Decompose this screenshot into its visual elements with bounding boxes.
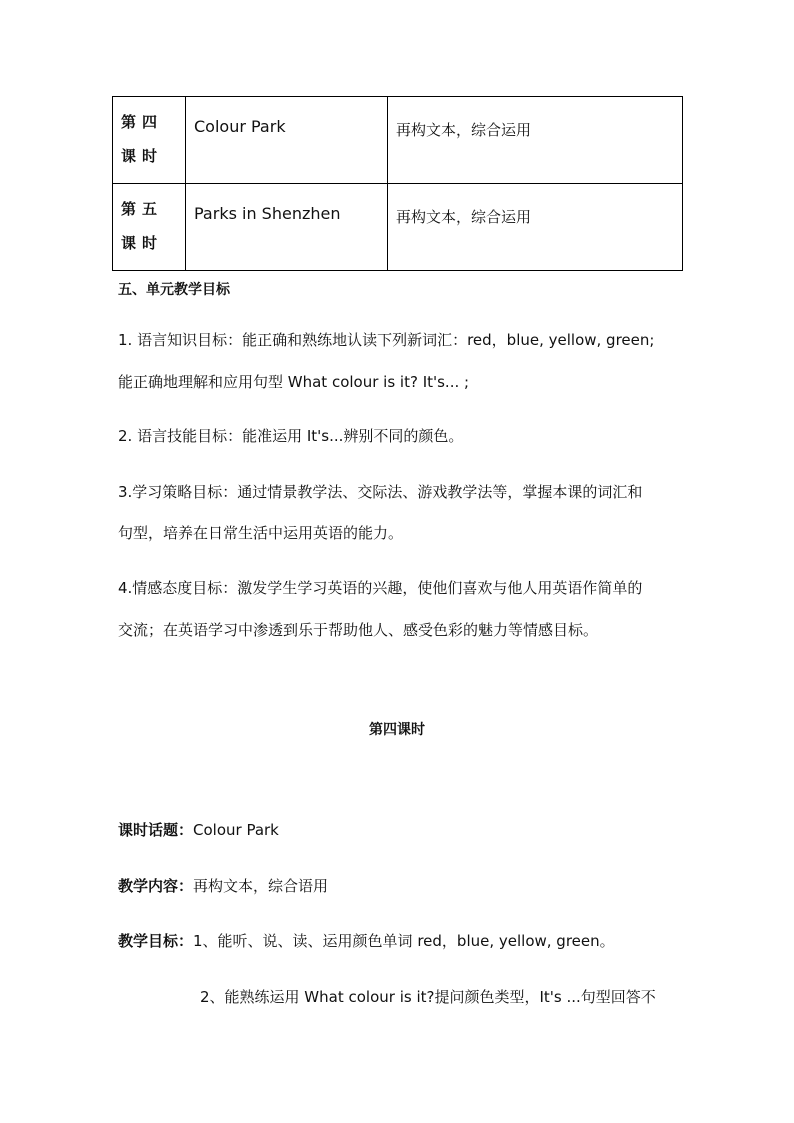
table-row [113, 97, 683, 184]
goal-1-line-2: 能正确地理解和应用句型 What colour is it? It's... ; [118, 373, 470, 391]
topic-value: Colour Park [193, 821, 279, 839]
goal-4-line-1: 4.情感态度目标：激发学生学习英语的兴趣，使他们喜欢与他人用英语作简单的 [118, 579, 643, 597]
lesson-content-cell [388, 97, 683, 184]
lesson-number-cell [113, 97, 186, 184]
section-heading: 五、单元教学目标 [118, 282, 230, 298]
lesson-content-line [118, 876, 688, 896]
lesson-topic: Parks in Shenzhen [194, 204, 341, 223]
lesson-heading: 第四课时 [369, 722, 425, 738]
lesson-topic-cell [186, 184, 388, 271]
objective-1: 1、能听、说、读、运用颜色单词 red，blue, yellow, green。 [193, 932, 615, 950]
lesson-number: 第五课时 [121, 200, 164, 252]
objectives-label: 教学目标： [118, 932, 194, 950]
goal-2: 2. 语言技能目标：能准运用 It's...辨别不同的颜色。 [118, 427, 464, 445]
goal-1-line-1: 1. 语言知识目标：能正确和熟练地认读下列新词汇：red，blue, yellow, green; [118, 331, 655, 349]
lesson-content: 再构文本，综合运用 [396, 208, 532, 226]
goal-3-line-1: 3.学习策略目标：通过情景教学法、交际法、游戏教学法等，掌握本课的词汇和 [118, 483, 643, 501]
topic-label: 课时话题： [118, 821, 194, 839]
objective-2: 2、能熟练运用 What colour is it?提问颜色类型，It's ...句型回答不 [200, 988, 656, 1006]
content-value: 再构文本，综合语用 [193, 877, 329, 895]
lesson-topic-cell [186, 97, 388, 184]
goal-3-line-2: 句型，培养在日常生活中运用英语的能力。 [118, 524, 404, 542]
table-row [113, 184, 683, 271]
content-label: 教学内容： [118, 877, 194, 895]
lesson-topic: Colour Park [194, 117, 286, 136]
lesson-content: 再构文本，综合运用 [396, 121, 532, 139]
goal-4-line-2: 交流；在英语学习中渗透到乐于帮助他人、感受色彩的魅力等情感目标。 [118, 621, 599, 639]
lesson-number-cell [113, 184, 186, 271]
lesson-content-cell [388, 184, 683, 271]
lesson-number: 第四课时 [121, 113, 164, 165]
objectives-line [118, 931, 688, 951]
lesson-topic-line [118, 820, 688, 840]
lesson-schedule-table [112, 96, 683, 271]
